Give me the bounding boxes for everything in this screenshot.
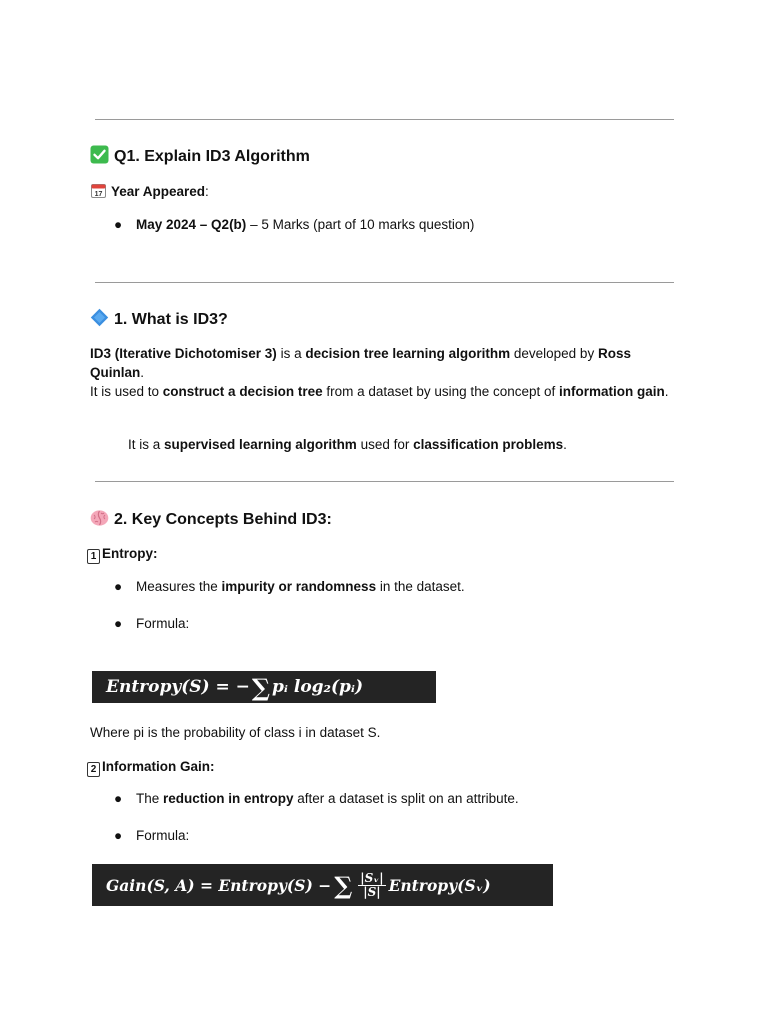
year-appeared-line (91, 182, 209, 201)
text-run: supervised learning algorithm (164, 437, 357, 452)
list-item (114, 616, 190, 631)
bullet-dot: ● (114, 579, 123, 594)
fraction-numerator: |Sᵥ| (360, 870, 384, 885)
gain-formula-lhs: Gain(S, A) = Entropy(S) − (106, 875, 332, 895)
sum-symbol: ∑ (334, 870, 353, 900)
information-gain-heading-text: Information Gain: (102, 759, 215, 774)
information-gain-heading (87, 757, 215, 777)
section-1-title: 1. What is ID3? (114, 311, 228, 328)
gain-bullet-bold: reduction in entropy (163, 791, 294, 806)
text-run: is a (276, 346, 306, 361)
text-run: . (664, 384, 669, 399)
text-run: . (563, 437, 567, 452)
fraction-denominator: |S| (363, 884, 381, 899)
calendar-icon (91, 183, 106, 198)
fraction (358, 872, 385, 899)
text-run: ID3 (Iterative Dichotomiser 3) (90, 346, 277, 361)
id3-definition-paragraph (90, 344, 670, 401)
keycap-one-icon: 1 (87, 549, 100, 564)
text-run: construct a decision tree (162, 384, 323, 399)
year-item-bold: May 2024 – Q2(b) (136, 217, 247, 232)
divider (95, 282, 674, 283)
entropy-note: Where pi is the probability of class i in dataset S. (90, 725, 381, 740)
divider (95, 481, 674, 482)
keycap-two-icon: 2 (87, 762, 100, 777)
sum-symbol: ∑ (251, 672, 270, 702)
id3-purpose (90, 384, 669, 399)
formula-label: Formula: (136, 616, 190, 631)
text-run: from a dataset by using the concept of (322, 384, 559, 399)
entropy-formula-rhs: pᵢ log₂(pᵢ) (272, 677, 364, 697)
id3-supervised (128, 437, 567, 452)
year-appeared-colon: : (205, 184, 209, 199)
formula-label: Formula: (136, 828, 190, 843)
text-run: . (140, 365, 145, 380)
gain-bullet-text-end: after a dataset is split on an attribute. (293, 791, 519, 806)
entropy-heading (87, 544, 158, 564)
bullet-dot: ● (114, 828, 123, 843)
list-item (114, 217, 475, 232)
text-run: decision tree learning algorithm (305, 346, 511, 361)
entropy-heading-text: Entropy: (102, 546, 158, 561)
id3-definition (90, 346, 631, 380)
section-2-heading (90, 508, 332, 529)
text-run: It is used to (90, 384, 163, 399)
divider (95, 119, 674, 120)
entropy-bullet-text-end: in the dataset. (376, 579, 465, 594)
list-item (114, 579, 465, 594)
check-mark-button-icon (90, 145, 109, 164)
gain-bullet-text: The (136, 791, 164, 806)
gain-formula-rhs: Entropy(Sᵥ) (388, 875, 491, 895)
bullet-dot: ● (114, 217, 123, 232)
text-run: Ross Quinlan (90, 346, 631, 380)
gain-formula-image (92, 864, 553, 906)
entropy-bullet-bold: impurity or randomness (221, 579, 377, 594)
blue-diamond-icon (90, 308, 109, 327)
text-run: developed by (510, 346, 598, 361)
section-2-title: 2. Key Concepts Behind ID3: (114, 511, 332, 528)
q1-heading (90, 145, 310, 166)
brain-icon (90, 508, 109, 527)
text-run: used for (356, 437, 414, 452)
bullet-dot: ● (114, 791, 123, 806)
list-item (114, 828, 190, 843)
list-item (114, 791, 519, 806)
entropy-formula-lhs: Entropy(S) = − (106, 677, 250, 697)
year-appeared-label: Year Appeared (111, 184, 206, 199)
text-run: classification problems (413, 437, 564, 452)
svg-text:17: 17 (94, 191, 103, 198)
bullet-dot: ● (114, 616, 123, 631)
q1-title: Q1. Explain ID3 Algorithm (114, 148, 310, 165)
year-item-rest: – 5 Marks (part of 10 marks question) (246, 217, 475, 232)
text-run: It is a (128, 437, 165, 452)
id3-supervised-paragraph (128, 435, 567, 454)
section-1-heading (90, 308, 228, 329)
entropy-formula-image (92, 671, 436, 703)
entropy-bullet-text: Measures the (136, 579, 222, 594)
text-run: information gain (559, 384, 665, 399)
